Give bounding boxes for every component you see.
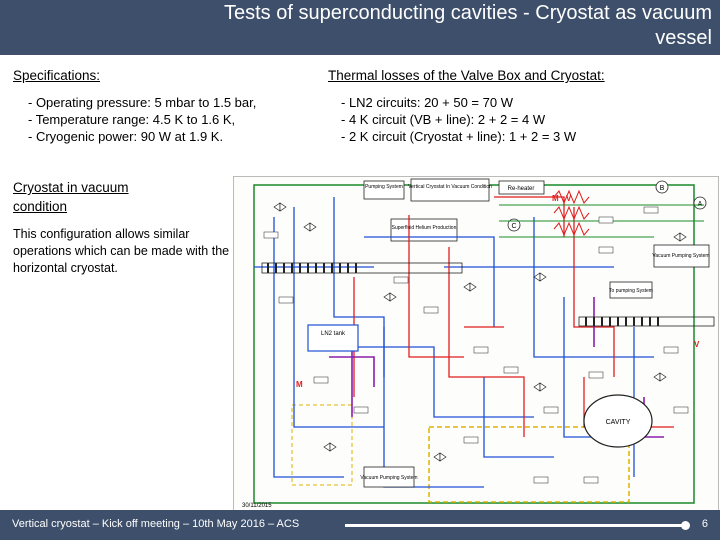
slide-title [112,1,712,51]
spec-item-temperature: - Temperature range: 4.5 K to 1.6 K, [28,112,236,127]
ln2-tank-label: LN2 tank [320,331,346,337]
pumping-system-label-top: Pumping System [365,184,403,190]
pid-svg [234,177,718,512]
valve-marker-2: V [694,340,700,349]
loss-item-ln2: - LN2 circuits: 20 + 50 = 70 W [341,95,513,110]
superfluid-label: Superfluid Helium Production [391,225,457,231]
vertical-cryostat-title-box [411,179,489,201]
node-b-label: B [659,185,665,192]
spec-item-pressure: - Operating pressure: 5 mbar to 1.5 bar, [28,95,257,110]
slide-title-line-1: Tests of superconducting cavities - Cryostat as vacuum [224,2,712,24]
vacuum-pumping-label-right: Vacuum Pumping System [652,253,710,259]
footer-bar [0,510,720,540]
specifications-heading: Specifications: [13,68,101,83]
slide-progress-track [345,524,685,527]
thermal-losses-list [341,94,711,145]
spec-item-power: - Cryogenic power: 90 W at 1.9 K. [28,129,224,144]
motor-marker-1: M [552,194,559,203]
cavity-label: CAVITY [605,419,631,426]
node-a-label: A [697,201,703,208]
specifications-list [28,94,318,145]
vacuum-condition-text: This configuration allows similar operations which can be made with the horizontal cryostat. [13,227,230,275]
vacuum-pumping-label-bottom: Vacuum Pumping System [360,475,418,481]
title-bar [0,0,720,55]
pump-enclosure-boundary [292,405,352,485]
vacuum-condition-heading: Cryostat in vacuum condition [13,180,129,214]
to-pumping-label: To pumping System [609,288,653,294]
footer-caption: Vertical cryostat – Kick off meeting – 10th May 2016 – ACS [12,518,300,530]
loss-item-2k: - 2 K circuit (Cryostat + line): 1 + 2 = 3 W [341,129,577,144]
loss-item-4k: - 4 K circuit (VB + line): 2 + 2 = 4 W [341,112,546,127]
page-number: 6 [701,518,708,530]
thermal-losses-heading: Thermal losses of the Valve Box and Cryostat: [328,68,605,83]
reheater-label: Re-heater [507,186,535,192]
ln2-tank [308,325,358,351]
motor-marker-2: M [296,380,303,389]
diagram-date: 30/11/2015 [242,503,272,509]
cryostat-pid-diagram [233,176,719,513]
node-c-label: C [511,223,517,230]
vertical-cryostat-label: Vertical Cryostat In Vacuum Condition [408,184,492,190]
slide-title-line-2: vessel [655,27,712,49]
slide-progress-knob [681,521,690,530]
valve-marker-1: V [566,194,572,203]
slide-progress-fill [345,524,685,527]
